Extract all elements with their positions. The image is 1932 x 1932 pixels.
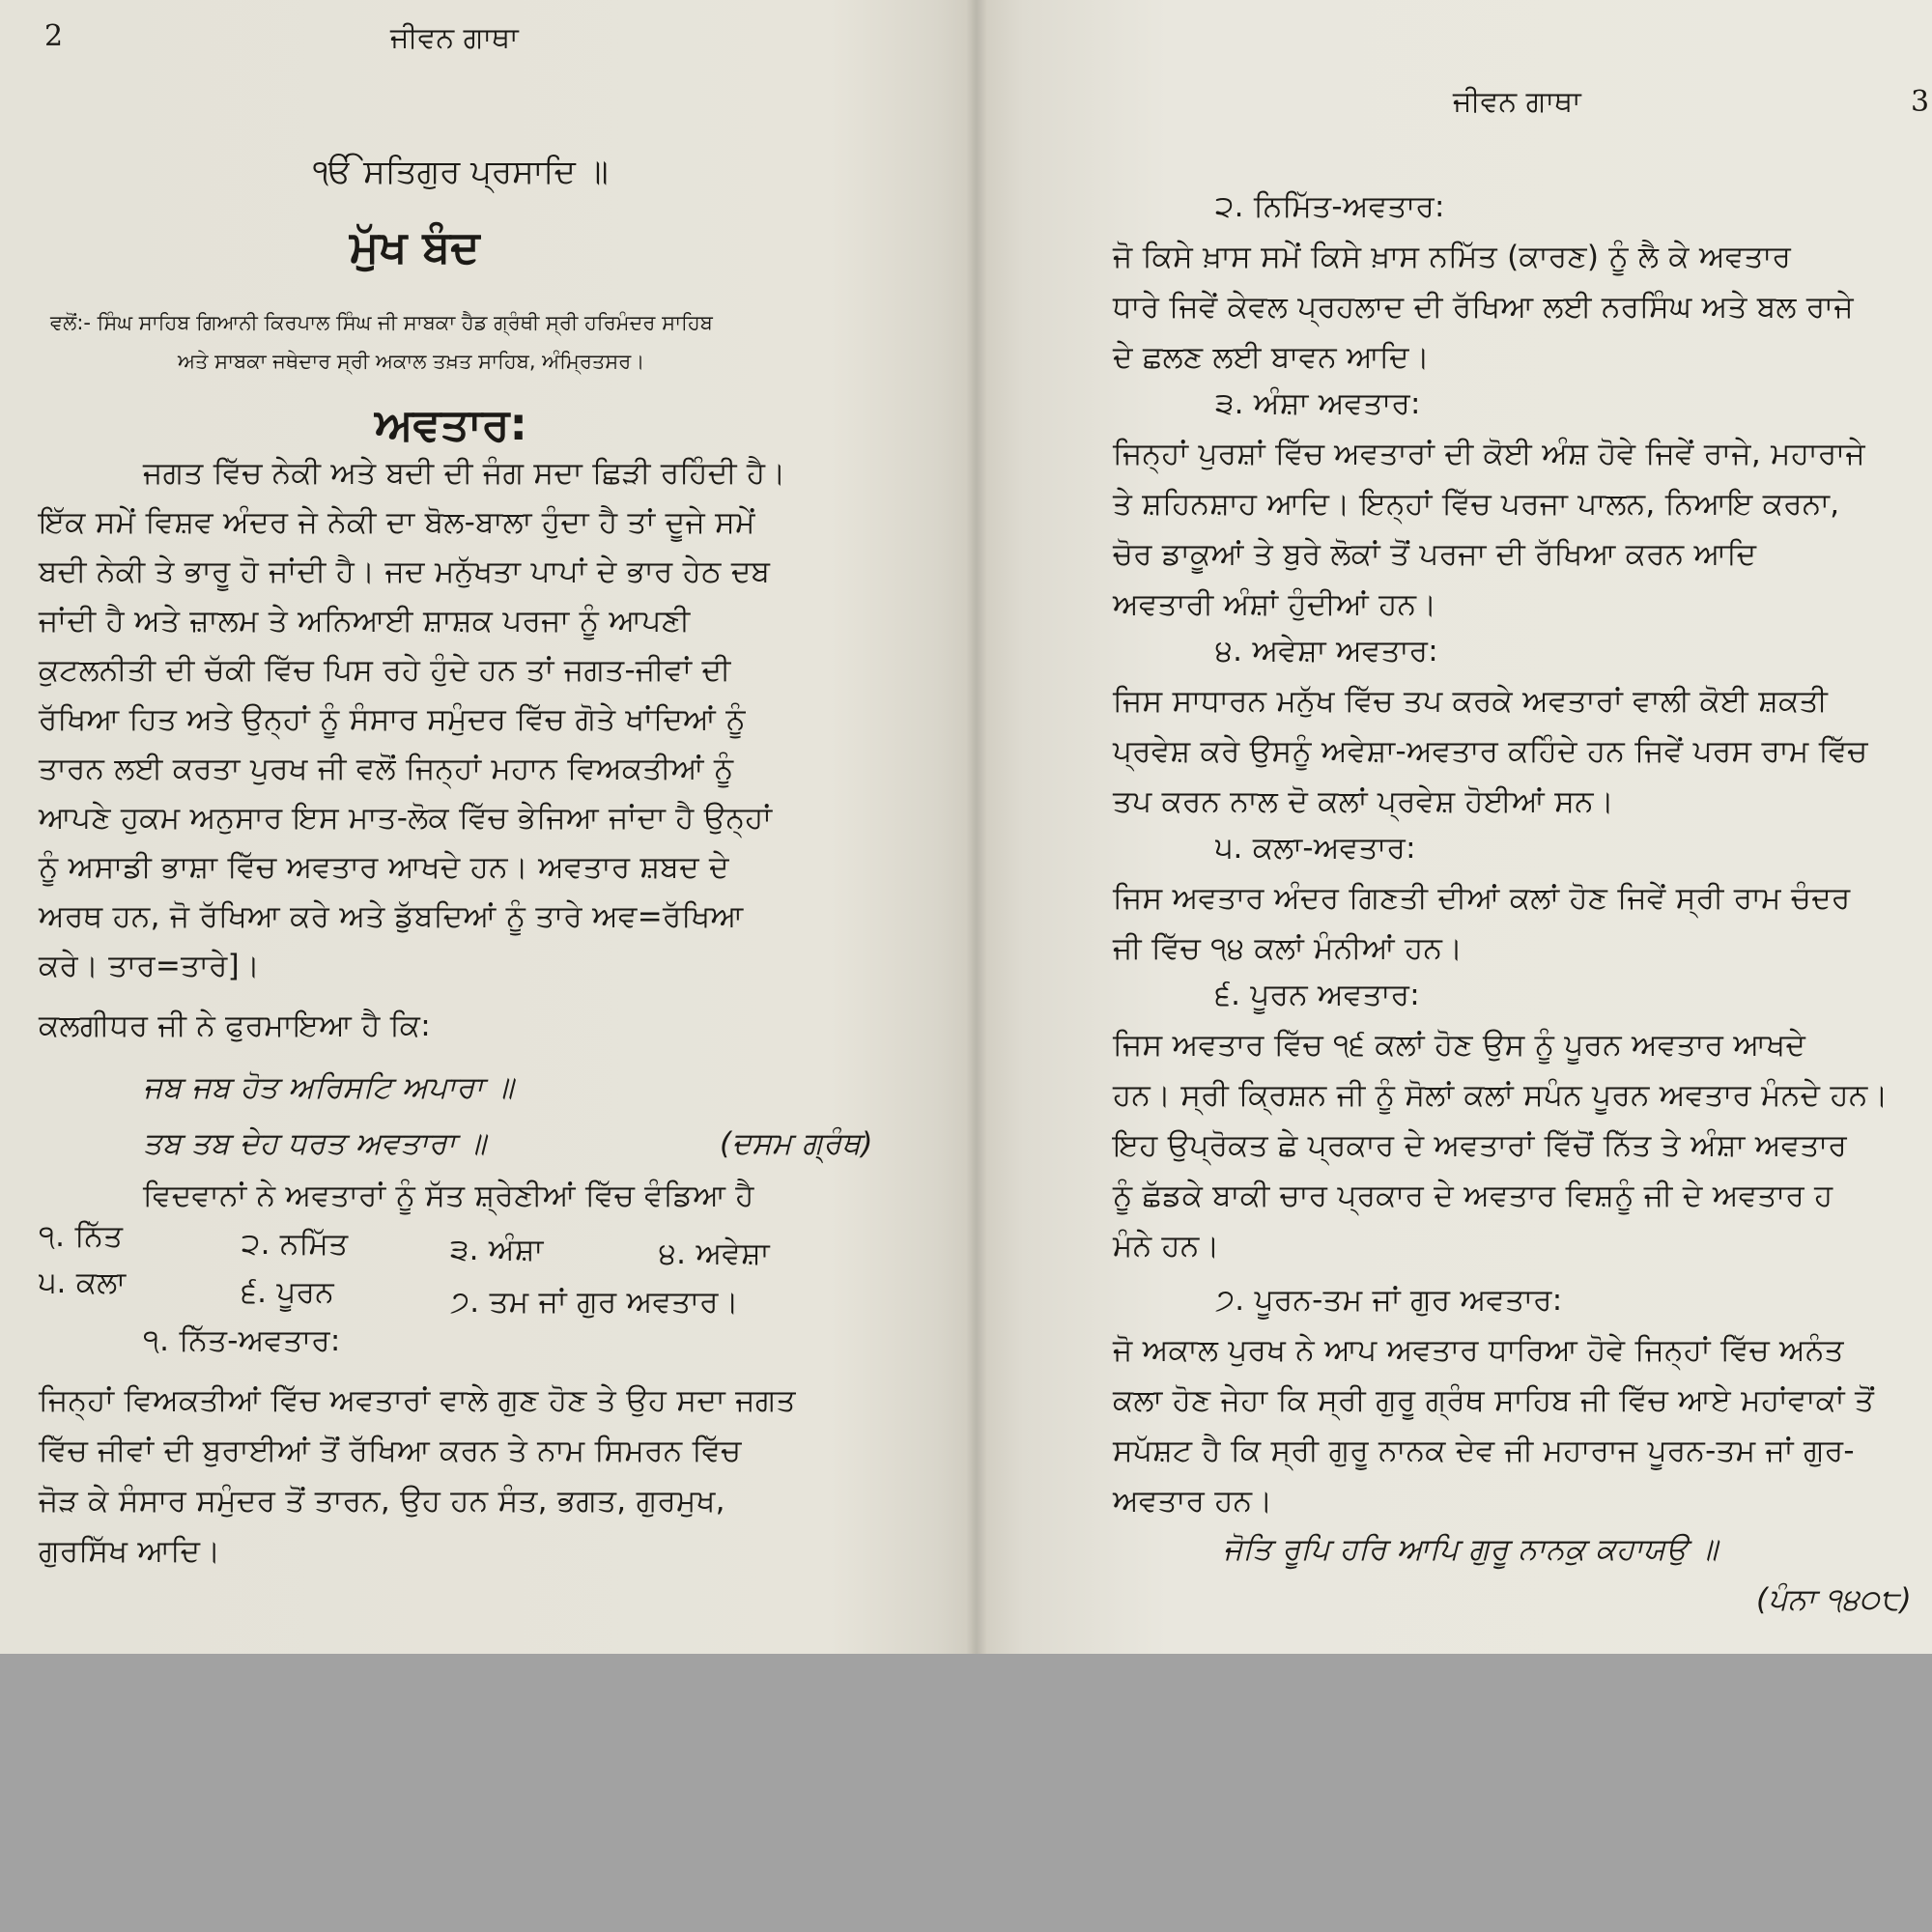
kalgidhar-line: ਕਲਗੀਧਰ ਜੀ ਨੇ ਫੁਰਮਾਇਆ ਹੈ ਕਿ: (39, 1009, 431, 1043)
paragraph-line: ਤਾਰਨ ਲਈ ਕਰਤਾ ਪੁਰਖ ਜੀ ਵਲੋਂ ਜਿਨ੍ਹਾਂ ਮਹਾਨ ਵਿਅਕਤੀਆਂ ਨੂੰ (39, 752, 734, 786)
section-line: ਦੇ ਛਲਣ ਲਈ ਬਾਵਨ ਆਦਿ। (1113, 340, 1431, 375)
closing-quote: ਜੋਤਿ ਰੂਪਿ ਹਰਿ ਆਪਿ ਗੁਰੂ ਨਾਨਕੁ ਕਹਾਯਉ ॥ (1223, 1532, 1719, 1567)
sub1-line: ਜਿਨ੍ਹਾਂ ਵਿਅਕਤੀਆਂ ਵਿੱਚ ਅਵਤਾਰਾਂ ਵਾਲੇ ਗੁਣ ਹੋਣ ਤੇ ਉਹ ਸਦਾ ਜਗਤ (39, 1383, 796, 1418)
section-line: ਤਪ ਕਰਨ ਨਾਲ ਦੋ ਕਲਾਂ ਪ੍ਰਵੇਸ਼ ਹੋਈਆਂ ਸਨ। (1113, 784, 1615, 819)
category-item: ੬. ਪੂਰਨ (242, 1275, 334, 1310)
section-line: ਕਲਾ ਹੋਣ ਜੇਹਾ ਕਿ ਸ੍ਰੀ ਗੁਰੂ ਗ੍ਰੰਥ ਸਾਹਿਬ ਜੀ ਵਿੱਚ ਆਏ ਮਹਾਂਵਾਕਾਂ ਤੋਂ (1113, 1383, 1875, 1418)
quote-line: ਤਬ ਤਬ ਦੇਹ ਧਰਤ ਅਵਤਾਰਾ ॥ (143, 1126, 487, 1161)
paragraph-line: ਨੂੰ ਅਸਾਡੀ ਭਾਸ਼ਾ ਵਿੱਚ ਅਵਤਾਰ ਆਖਦੇ ਹਨ। ਅਵਤਾਰ ਸ਼ਬਦ ਦੇ (39, 850, 729, 885)
section-line: ਇਹ ਉਪ੍ਰੋਕਤ ਛੇ ਪ੍ਰਕਾਰ ਦੇ ਅਵਤਾਰਾਂ ਵਿੱਚੋਂ ਨਿੱਤ ਤੇ ਅੰਸ਼ਾ ਅਵਤਾਰ (1113, 1128, 1848, 1163)
paragraph-line: ਕਰੇ। ਤਾਰ=ਤਾਰੇ]। (39, 949, 261, 983)
paragraph-line: ਬਦੀ ਨੇਕੀ ਤੇ ਭਾਰੂ ਹੋ ਜਾਂਦੀ ਹੈ। ਜਦ ਮਨੁੱਖਤਾ ਪਾਪਾਂ ਦੇ ਭਾਰ ਹੇਠ ਦਬ (39, 554, 771, 589)
section-line: ਮੰਨੇ ਹਨ। (1113, 1229, 1220, 1264)
section-line: ਹਨ। ਸ੍ਰੀ ਕ੍ਰਿਸ਼ਨ ਜੀ ਨੂੰ ਸੋਲਾਂ ਕਲਾਂ ਸਪੰਨ ਪੂਰਨ ਅਵਤਾਰ ਮੰਨਦੇ ਹਨ। (1113, 1078, 1889, 1113)
quote-line: ਜਬ ਜਬ ਹੋਤ ਅਰਿਸਟਿ ਅਪਾਰਾ ॥ (143, 1070, 514, 1105)
section-line: ਜੋ ਅਕਾਲ ਪੁਰਖ ਨੇ ਆਪ ਅਵਤਾਰ ਧਾਰਿਆ ਹੋਵੇ ਜਿਨ੍ਹਾਂ ਵਿੱਚ ਅਨੰਤ (1113, 1333, 1844, 1368)
running-head-left: ਜੀਵਨ ਗਾਥਾ (390, 21, 519, 55)
category-item: ੨. ਨਮਿੱਤ (242, 1227, 349, 1262)
page-number-left: 2 (44, 19, 64, 53)
section-line: ਜਿਸ ਅਵਤਾਰ ਵਿੱਚ ੧੬ ਕਲਾਂ ਹੋਣ ਉਸ ਨੂੰ ਪੂਰਨ ਅਵਤਾਰ ਆਖਦੇ (1113, 1028, 1806, 1063)
section-heading: ੨. ਨਿਮਿੱਤ-ਅਵਤਾਰ: (1215, 189, 1445, 224)
section-line: ਪ੍ਰਵੇਸ਼ ਕਰੇ ਉਸਨੂੰ ਅਵੇਸ਼ਾ-ਅਵਤਾਰ ਕਹਿੰਦੇ ਹਨ ਜਿਵੇਂ ਪਰਸ ਰਾਮ ਵਿੱਚ (1113, 734, 1868, 769)
sub1-line: ਵਿੱਚ ਜੀਵਾਂ ਦੀ ਬੁਰਾਈਆਂ ਤੋਂ ਰੱਖਿਆ ਕਰਨ ਤੇ ਨਾਮ ਸਿਮਰਨ ਵਿੱਚ (39, 1434, 742, 1468)
category-item: ੭. ਤਮ ਜਾਂ ਗੁਰ ਅਵਤਾਰ। (450, 1285, 739, 1320)
section-heading: ੫. ਕਲਾ-ਅਵਤਾਰ: (1215, 831, 1416, 866)
category-item: ੪. ਅਵੇਸ਼ਾ (659, 1236, 770, 1271)
paragraph-line: ਕੁਟਲਨੀਤੀ ਦੀ ਚੱਕੀ ਵਿੱਚ ਪਿਸ ਰਹੇ ਹੁੰਦੇ ਹਨ ਤਾਂ ਜਗਤ-ਜੀਵਾਂ ਦੀ (39, 653, 731, 688)
category-item: ੫. ਕਲਾ (39, 1265, 127, 1300)
invocation: ੴ ਸਤਿਗੁਰ ਪ੍ਰਸਾਦਿ ॥ (313, 153, 609, 191)
section-line: ਨੂੰ ਛੱਡਕੇ ਬਾਕੀ ਚਾਰ ਪ੍ਰਕਾਰ ਦੇ ਅਵਤਾਰ ਵਿਸ਼ਨੂੰ ਜੀ ਦੇ ਅਵਤਾਰ ਹ (1113, 1179, 1833, 1213)
paragraph-line: ਰੱਖਿਆ ਹਿਤ ਅਤੇ ਉਨ੍ਹਾਂ ਨੂੰ ਸੰਸਾਰ ਸਮੁੰਦਰ ਵਿੱਚ ਗੋਤੇ ਖਾਂਦਿਆਂ ਨੂੰ (39, 702, 746, 737)
section-line: ਜੀ ਵਿੱਚ ੧੪ ਕਲਾਂ ਮੰਨੀਆਂ ਹਨ। (1113, 931, 1463, 966)
paragraph-line: ਜਗਤ ਵਿੱਚ ਨੇਕੀ ਅਤੇ ਬਦੀ ਦੀ ਜੰਗ ਸਦਾ ਛਿੜੀ ਰਹਿੰਦੀ ਹੈ। (143, 456, 786, 491)
byline-line-2: ਅਤੇ ਸਾਬਕਾ ਜਥੇਦਾਰ ਸ੍ਰੀ ਅਕਾਲ ਤਖ਼ਤ ਸਾਹਿਬ, ਅੰਮ੍ਰਿਤਸਰ। (178, 350, 645, 373)
right-page (976, 0, 1932, 1654)
section-heading: ੩. ਅੰਸ਼ਾ ਅਵਤਾਰ: (1215, 386, 1421, 421)
section-line: ਜੋ ਕਿਸੇ ਖ਼ਾਸ ਸਮੇਂ ਕਿਸੇ ਖ਼ਾਸ ਨਮਿੱਤ (ਕਾਰਣ) ਨੂੰ ਲੈ ਕੇ ਅਵਤਾਰ (1113, 240, 1792, 274)
left-page (0, 0, 976, 1654)
sub1-heading: ੧. ਨਿੱਤ-ਅਵਤਾਰ: (143, 1323, 341, 1358)
page-number-right: 3 (1911, 85, 1930, 119)
category-item: ੧. ਨਿੱਤ (39, 1219, 124, 1254)
section-line: ਜਿਨ੍ਹਾਂ ਪੁਰਸ਼ਾਂ ਵਿੱਚ ਅਵਤਾਰਾਂ ਦੀ ਕੋਈ ਅੰਸ਼ ਹੋਵੇ ਜਿਵੇਂ ਰਾਜੇ, ਮਹਾਰਾਜੇ (1113, 437, 1865, 471)
section-line: ਅਵਤਾਰੀ ਅੰਸ਼ਾਂ ਹੁੰਦੀਆਂ ਹਨ। (1113, 587, 1437, 622)
sub1-line: ਗੁਰਸਿੱਖ ਆਦਿ। (39, 1534, 221, 1569)
quote-source: (ਦਸਮ ਗ੍ਰੰਥ) (720, 1126, 873, 1161)
section-line: ਅਵਤਾਰ ਹਨ। (1113, 1484, 1273, 1519)
categories-intro: ਵਿਦਵਾਨਾਂ ਨੇ ਅਵਤਾਰਾਂ ਨੂੰ ਸੱਤ ਸ਼੍ਰੇਣੀਆਂ ਵਿੱਚ ਵੰਡਿਆ ਹੈ (143, 1179, 754, 1213)
section-line: ਧਾਰੇ ਜਿਵੇਂ ਕੇਵਲ ਪ੍ਰਹਲਾਦ ਦੀ ਰੱਖਿਆ ਲਈ ਨਰਸਿੰਘ ਅਤੇ ਬਲ ਰਾਜੇ (1113, 290, 1854, 325)
paragraph-line: ਜਾਂਦੀ ਹੈ ਅਤੇ ਜ਼ਾਲਮ ਤੇ ਅਨਿਆਈ ਸ਼ਾਸ਼ਕ ਪਰਜਾ ਨੂੰ ਆਪਣੀ (39, 604, 691, 639)
section-line: ਜਿਸ ਸਾਧਾਰਨ ਮਨੁੱਖ ਵਿੱਚ ਤਪ ਕਰਕੇ ਅਵਤਾਰਾਂ ਵਾਲੀ ਕੋਈ ਸ਼ਕਤੀ (1113, 684, 1829, 719)
byline-line-1: ਵਲੋਂ:- ਸਿੰਘ ਸਾਹਿਬ ਗਿਆਨੀ ਕਿਰਪਾਲ ਸਿੰਘ ਜੀ ਸਾਬਕਾ ਹੈਡ ਗ੍ਰੰਥੀ ਸ੍ਰੀ ਹਰਿਮੰਦਰ ਸਾਹਿਬ (50, 311, 713, 334)
paragraph-line: ਆਪਣੇ ਹੁਕਮ ਅਨੁਸਾਰ ਇਸ ਮਾਤ-ਲੋਕ ਵਿੱਚ ਭੇਜਿਆ ਜਾਂਦਾ ਹੈ ਉਨ੍ਹਾਂ (39, 801, 773, 836)
paragraph-line: ਇੱਕ ਸਮੇਂ ਵਿਸ਼ਵ ਅੰਦਰ ਜੇ ਨੇਕੀ ਦਾ ਬੋਲ-ਬਾਲਾ ਹੁੰਦਾ ਹੈ ਤਾਂ ਦੂਜੇ ਸਮੇਂ (39, 505, 755, 540)
section-line: ਚੋਰ ਡਾਕੂਆਂ ਤੇ ਬੁਰੇ ਲੋਕਾਂ ਤੋਂ ਪਰਜਾ ਦੀ ਰੱਖਿਆ ਕਰਨ ਆਦਿ (1113, 537, 1757, 572)
section-line: ਸਪੱਸ਼ਟ ਹੈ ਕਿ ਸ੍ਰੀ ਗੁਰੂ ਨਾਨਕ ਦੇਵ ਜੀ ਮਹਾਰਾਜ ਪੂਰਨ-ਤਮ ਜਾਂ ਗੁਰ- (1113, 1434, 1855, 1468)
paragraph-line: ਅਰਥ ਹਨ, ਜੋ ਰੱਖਿਆ ਕਰੇ ਅਤੇ ਡੁੱਬਦਿਆਂ ਨੂੰ ਤਾਰੇ ਅਵ=ਰੱਖਿਆ (39, 899, 744, 934)
section-heading: ੭. ਪੂਰਨ-ਤਮ ਜਾਂ ਗੁਰ ਅਵਤਾਰ: (1215, 1283, 1563, 1318)
book-gutter (966, 0, 987, 1654)
closing-source: (ਪੰਨਾ ੧੪੦੮) (1756, 1582, 1912, 1617)
section-heading: ੪. ਅਵੇਸ਼ਾ ਅਵਤਾਰ: (1215, 634, 1439, 668)
section-line: ਤੇ ਸ਼ਹਿਨਸ਼ਾਹ ਆਦਿ। ਇਨ੍ਹਾਂ ਵਿੱਚ ਪਰਜਾ ਪਾਲਨ, ਨਿਆਇ ਕਰਨਾ, (1113, 487, 1840, 522)
section-heading: ੬. ਪੂਰਨ ਅਵਤਾਰ: (1215, 978, 1420, 1012)
section-heading-avtar: ਅਵਤਾਰ: (375, 398, 527, 450)
running-head-right: ਜੀਵਨ ਗਾਥਾ (1453, 85, 1581, 119)
sub1-line: ਜੋੜ ਕੇ ਸੰਸਾਰ ਸਮੁੰਦਰ ਤੋਂ ਤਾਰਨ, ਉਹ ਹਨ ਸੰਤ, ਭਗਤ, ਗੁਰਮੁਖ, (39, 1484, 725, 1519)
background-surface (0, 1654, 1932, 1932)
section-line: ਜਿਸ ਅਵਤਾਰ ਅੰਦਰ ਗਿਣਤੀ ਦੀਆਂ ਕਲਾਂ ਹੋਣ ਜਿਵੇਂ ਸ੍ਰੀ ਰਾਮ ਚੰਦਰ (1113, 881, 1851, 916)
page-title: ਮੁੱਖ ਬੰਦ (350, 220, 480, 272)
category-item: ੩. ਅੰਸ਼ਾ (450, 1233, 544, 1267)
